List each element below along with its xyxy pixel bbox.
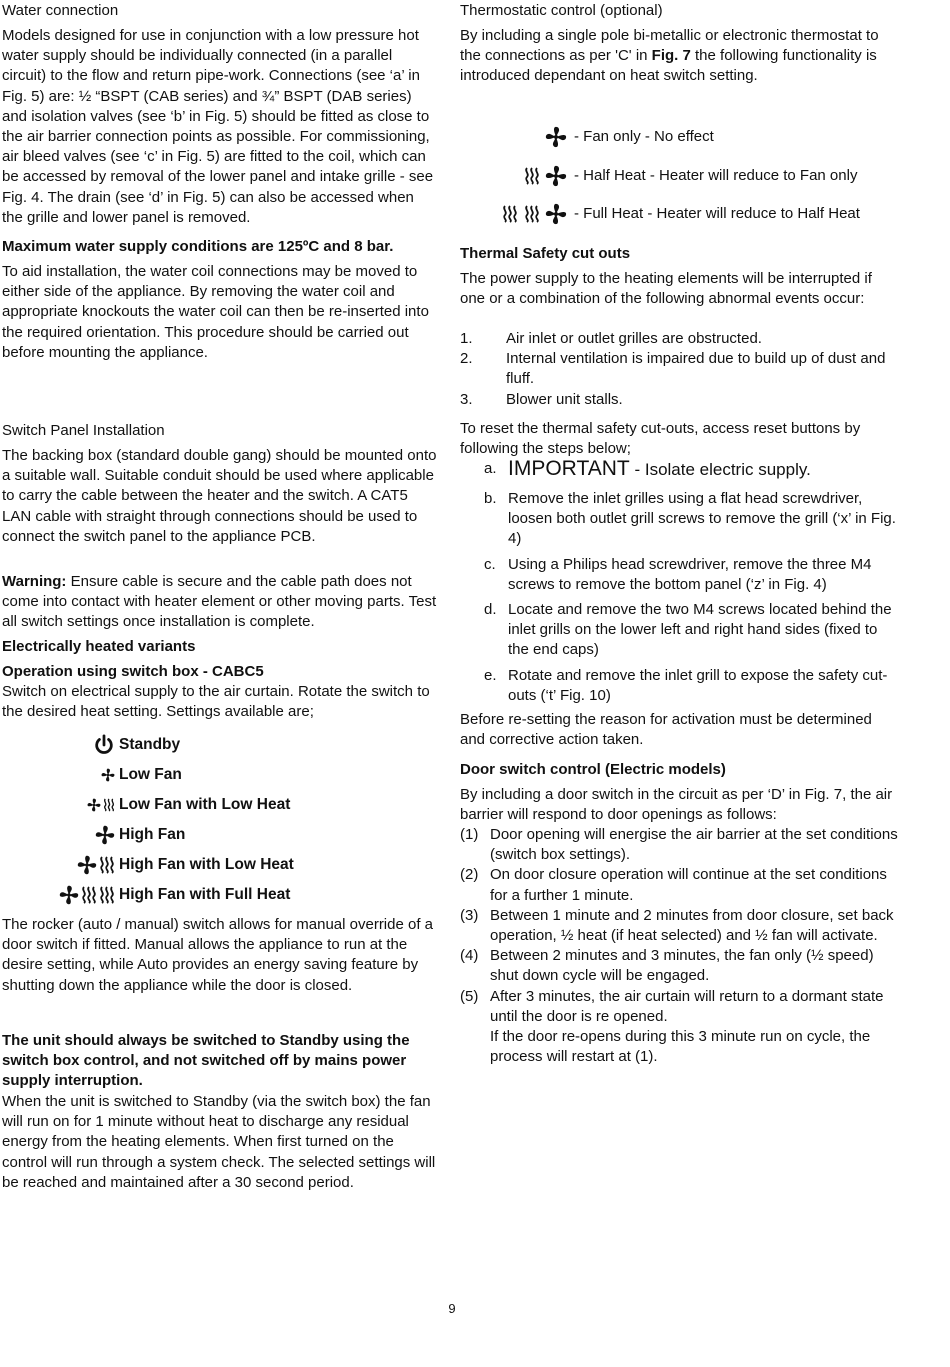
setting-label: High Fan — [119, 825, 186, 843]
list-item — [460, 666, 900, 706]
list-text: Internal ventilation is impaired due to build up of dust and fluff. — [506, 350, 886, 388]
list-number: (4) — [460, 947, 479, 965]
reset-paragraph: To reset the thermal safety cut-outs, access reset buttons by following the steps below; — [460, 420, 861, 458]
list-text: Blower unit stalls. — [506, 390, 623, 408]
thermal-safety-heading: Thermal Safety cut outs — [460, 245, 631, 262]
warning-label: Warning: — [2, 573, 67, 590]
setting-label: High Fan with Full Heat — [119, 885, 291, 903]
list-text: Between 1 minute and 2 minutes from door closure, set back operation, ½ heat (if heat selected) and ½ fan will activate. — [490, 906, 894, 945]
switch-panel-heading: Switch Panel Installation — [2, 422, 165, 439]
list-item — [460, 329, 900, 349]
list-text: Between 2 minutes and 3 minutes, the fan only (½ speed) shut down cycle will be engaged. — [490, 947, 874, 985]
heat-icon — [99, 886, 115, 904]
thermo-row-label: - Half Heat - Heater will reduce to Fan only — [574, 166, 858, 184]
heat-icon — [501, 205, 519, 223]
list-item — [460, 946, 900, 986]
fan-icon — [77, 855, 97, 875]
list-number: e. — [484, 666, 497, 684]
list-text: Using a Philips head screwdriver, remove the three M4 screws to remove the bottom panel (‘z’ in Fig. 4) — [508, 555, 872, 593]
heat-icon — [523, 205, 541, 223]
list-item — [460, 865, 900, 905]
heat-icon — [99, 856, 115, 874]
water-coil-paragraph: To aid installation, the water coil connections may be moved to either side of the appliance. By removing the water coil and appropriate knockouts the water coil can then be re-inserted into the required orientation. This procedure should be carried out before mounting the appliance. — [2, 263, 429, 361]
setting-low-fan-low-heat — [2, 790, 290, 820]
list-item — [460, 600, 900, 661]
setting-label: High Fan with Low Heat — [119, 855, 294, 873]
thermostatic-paragraph — [460, 26, 900, 87]
setting-high-fan-full-heat — [2, 880, 290, 910]
operation-paragraph: Switch on electrical supply to the air curtain. Rotate the switch to the desired heat setting. Settings available are; — [2, 683, 430, 721]
setting-high-fan-low-heat — [2, 850, 294, 880]
list-item — [460, 349, 900, 389]
heat-icon — [523, 167, 541, 185]
heat-icon — [81, 886, 97, 904]
list-text: If the door re-opens during this 3 minute run on cycle, the process will restart at (1). — [490, 1028, 871, 1066]
thermo-row-label: - Full Heat - Heater will reduce to Half Heat — [574, 204, 860, 222]
important-label: IMPORTANT — [508, 457, 630, 480]
safety-list — [460, 329, 900, 410]
list-number: (5) — [460, 987, 479, 1005]
fan-icon — [59, 885, 79, 905]
list-text: Air inlet or outlet grilles are obstructed. — [506, 330, 762, 347]
setting-high-fan — [2, 820, 185, 850]
list-item-note — [460, 1027, 900, 1067]
page-number: 9 — [448, 1301, 456, 1316]
list-item — [460, 555, 900, 595]
list-text: On door closure operation will continue at the set conditions for a further 1 minute. — [490, 866, 887, 904]
list-number: b. — [484, 490, 497, 507]
list-number: c. — [484, 555, 496, 573]
setting-label: Low Fan — [119, 765, 182, 783]
max-water-supply-note: Maximum water supply conditions are 125ºC and 8 bar. — [2, 238, 394, 255]
switch-panel-paragraph: The backing box (standard double gang) should be mounted onto a suitable wall. Suitable conduit should be used where applicable to carry the cable between the heater and the switch. A CAT5 LAN cable with straight through connections should be used to connect the switch panel to the appliance PCB. — [2, 447, 437, 545]
thermostatic-heading: Thermostatic control (optional) — [460, 2, 663, 19]
list-number: d. — [484, 601, 497, 619]
list-text: Remove the inlet grilles using a flat head screwdriver, loosen both outlet grill screws to remove the grill (‘x’ in Fig. 4) — [508, 490, 896, 548]
list-text: - Isolate electric supply. — [629, 460, 811, 479]
setting-low-fan — [2, 760, 182, 790]
fan-icon — [545, 203, 567, 225]
list-item — [460, 825, 900, 865]
door-switch-list — [460, 825, 900, 1067]
list-item — [460, 906, 900, 946]
fan-icon — [545, 126, 567, 148]
setting-standby — [2, 730, 180, 760]
standby-paragraph: When the unit is switched to Standby (via the switch box) the fan will run on for 1 minute without heat to discharge any residual energy from the heating elements. When first turned on the control will run through a system check. The selected settings will be reached and maintained after a 30 second period. — [2, 1093, 436, 1191]
list-number: 3. — [460, 390, 473, 408]
water-connection-heading: Water connection — [2, 2, 119, 19]
operation-switch-box-heading: Operation using switch box - CABC5 — [2, 663, 264, 680]
thermo-text-a: By including a single pole bi-metallic or electronic thermostat to the connections as per 'C' in — [460, 27, 879, 65]
list-text: Door opening will energise the air barrier at the set conditions (switch box settings). — [490, 826, 898, 864]
thermal-safety-paragraph: The power supply to the heating elements will be interrupted if one or a combination of the following abnormal events occur: — [460, 270, 872, 308]
list-number: (1) — [460, 826, 479, 843]
list-item — [460, 459, 900, 481]
list-text: Rotate and remove the inlet grill to expose the safety cut-outs (‘t’ Fig. 10) — [508, 666, 888, 704]
power-icon — [93, 734, 115, 756]
before-reset-paragraph: Before re-setting the reason for activation must be determined and corrective action taken. — [460, 711, 872, 749]
list-number: (3) — [460, 906, 479, 924]
warning-paragraph — [2, 572, 438, 633]
list-item — [460, 489, 900, 550]
setting-label: Standby — [119, 735, 181, 753]
fan-icon — [545, 165, 567, 187]
water-connection-paragraph: Models designed for use in conjunction with a low pressure hot water supply should be individually connected (in a parallel circuit) to the flow and return pipe-work. Connections (see ‘a’ in Fig. 5) are: ½ “BSPT (CAB series) and ¾” BSPT (DAB series) and isolation valves (see ‘b’ in Fig. 5) should be fitted as close to the air barrier connection points as possible. For commissioning, air bleed valves (see ‘c’ in Fig. 5) are fitted to the coil, which can be accessed by removal of the lower panel and intake grille - see Fig. 4. The drain (see ‘d’ in Fig. 5) can also be accessed when the grille and lower panel is removed. — [2, 27, 434, 226]
door-switch-paragraph: By including a door switch in the circuit as per ‘D’ in Fig. 7, the air barrier will respond to door openings as follows: — [460, 786, 893, 824]
thermo-row-label: - Fan only - No effect — [574, 127, 714, 145]
list-item — [460, 390, 900, 410]
list-number: 2. — [460, 350, 473, 368]
list-text: After 3 minutes, the air curtain will return to a dormant state until the door is re opened. — [490, 987, 884, 1025]
right-column — [460, 0, 900, 1066]
standby-warning-bold: The unit should always be switched to Standby using the switch box control, and not switched off by mains power supply interruption. — [2, 1032, 410, 1090]
list-number: 1. — [460, 330, 473, 347]
warning-text: Ensure cable is secure and the cable path does not come into contact with heater element or other moving parts. Test all switch settings once installation is complete. — [2, 573, 437, 631]
rocker-switch-paragraph: The rocker (auto / manual) switch allows for manual override of a door switch if fitted. Manual allows the appliance to run at the desire setting, while Auto provides an energy saving feature by shutting down the appliance while the door is closed. — [2, 916, 434, 994]
fan-small-icon — [101, 768, 115, 782]
list-number: (2) — [460, 866, 479, 884]
thermo-half-heat-row — [460, 161, 857, 191]
list-number: a. — [484, 460, 497, 477]
heat-small-icon — [103, 798, 115, 812]
fig-7-ref: Fig. 7 — [651, 47, 691, 65]
fan-small-icon — [87, 798, 101, 812]
thermo-full-heat-row — [460, 199, 860, 229]
list-item — [460, 987, 900, 1027]
list-text: Locate and remove the two M4 screws located behind the inlet grills on the lower left and right hand sides (fixed to the end caps) — [508, 601, 892, 659]
thermo-fan-only-row — [460, 122, 714, 152]
door-switch-heading: Door switch control (Electric models) — [460, 761, 726, 778]
electrically-heated-heading: Electrically heated variants — [2, 638, 196, 655]
reset-steps-list — [460, 489, 900, 706]
fan-icon — [95, 825, 115, 845]
thermo-text-b: the following functionality is introduced dependant on heat switch setting. — [460, 47, 877, 85]
setting-label: Low Fan with Low Heat — [119, 795, 291, 813]
